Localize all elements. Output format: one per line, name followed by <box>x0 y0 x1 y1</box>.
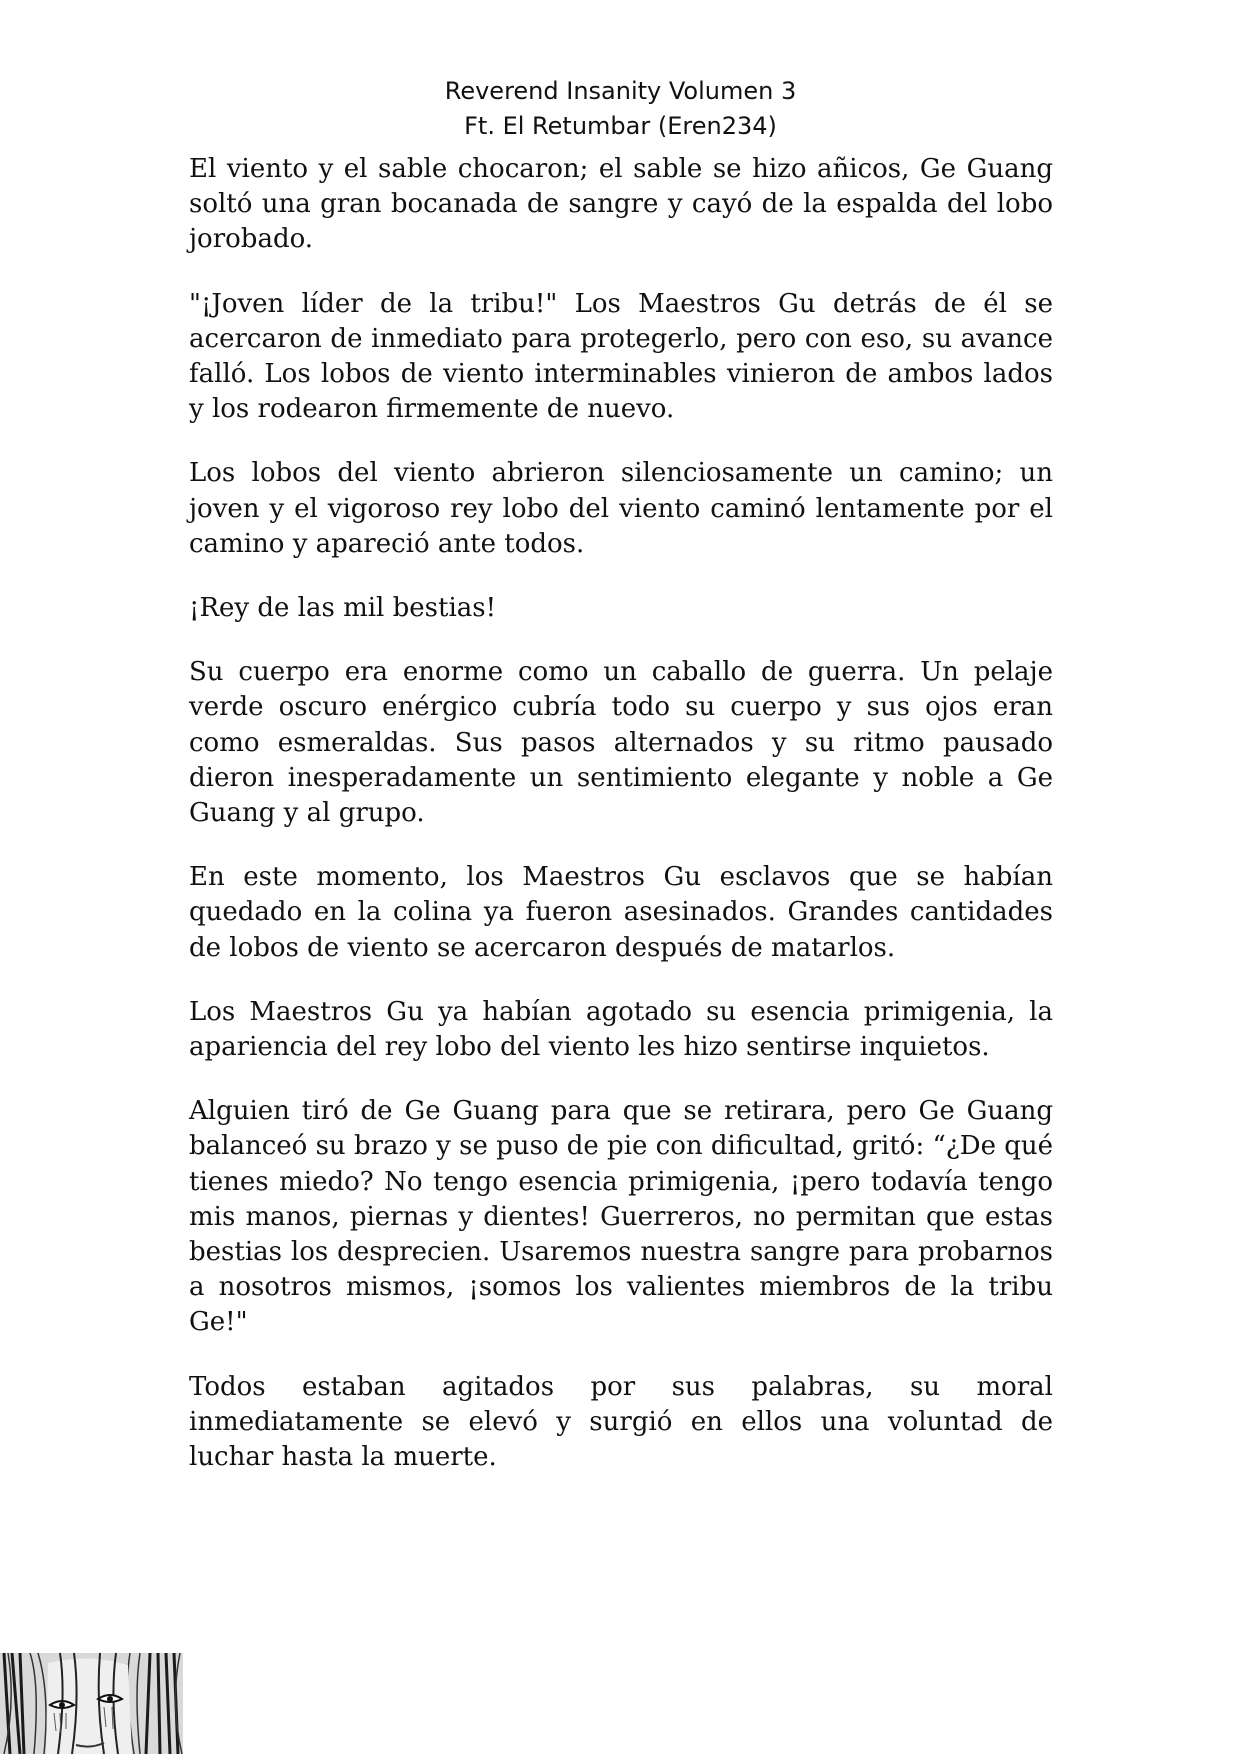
paragraph: ¡Rey de las mil bestias! <box>189 593 497 624</box>
paragraph: "¡Joven líder de la tribu!" Los Maestros Gu detrás de él se acercaron de inmediato para protegerlo, pero con eso, su avance falló. Los lobos de viento interminables vinieron de ambos lados y los rodearon firmemente de nuevo. <box>189 288 1053 425</box>
paragraph: Su cuerpo era enorme como un caballo de guerra. Un pelaje verde oscuro enérgico cubría todo su cuerpo y sus ojos eran como esmeraldas. Sus pasos alternados y su ritmo pausado dieron inesperadamente un sentimiento elegante y noble a Ge Guang y al grupo. <box>189 657 1053 829</box>
manga-portrait-illustration <box>0 1653 183 1754</box>
paragraph: En este momento, los Maestros Gu esclavos que se habían quedado en la colina ya fueron asesinados. Grandes cantidades de lobos de viento se acercaron después de matarlos. <box>189 862 1053 963</box>
paragraph: Los Maestros Gu ya habían agotado su esencia primigenia, la apariencia del rey lobo del viento les hizo sentirse inquietos. <box>189 996 1053 1063</box>
paragraph: Los lobos del viento abrieron silenciosamente un camino; un joven y el vigoroso rey lobo del viento caminó lentamente por el camino y apareció ante todos. <box>189 458 1053 559</box>
paragraph: Todos estaban agitados por sus palabras, su moral inmediatamente se elevó y surgió en ellos una voluntad de luchar hasta la muerte. <box>189 1371 1053 1473</box>
paragraph: Alguien tiró de Ge Guang para que se retirara, pero Ge Guang balanceó su brazo y se puso de pie con dificultad, gritó: “¿De qué tienes miedo? No tengo esencia primigenia, ¡pero todavía tengo mis manos, piernas y dientes! Guerreros, no permitan que estas bestias los desprecien. Usaremos nuestra sangre para probarnos a nosotros mismos, ¡somos los valientes miembros de la tribu Ge!" <box>189 1096 1053 1338</box>
paragraph: El viento y el sable chocaron; el sable se hizo añicos, Ge Guang soltó una gran bocanada de sangre y cayó de la espalda del lobo jorobado. <box>189 154 1053 255</box>
document-header <box>0 74 1241 144</box>
header-credit: Ft. El Retumbar (Eren234) <box>464 112 777 140</box>
document-body <box>189 152 1053 1504</box>
header-title: Reverend Insanity Volumen 3 <box>444 77 797 105</box>
